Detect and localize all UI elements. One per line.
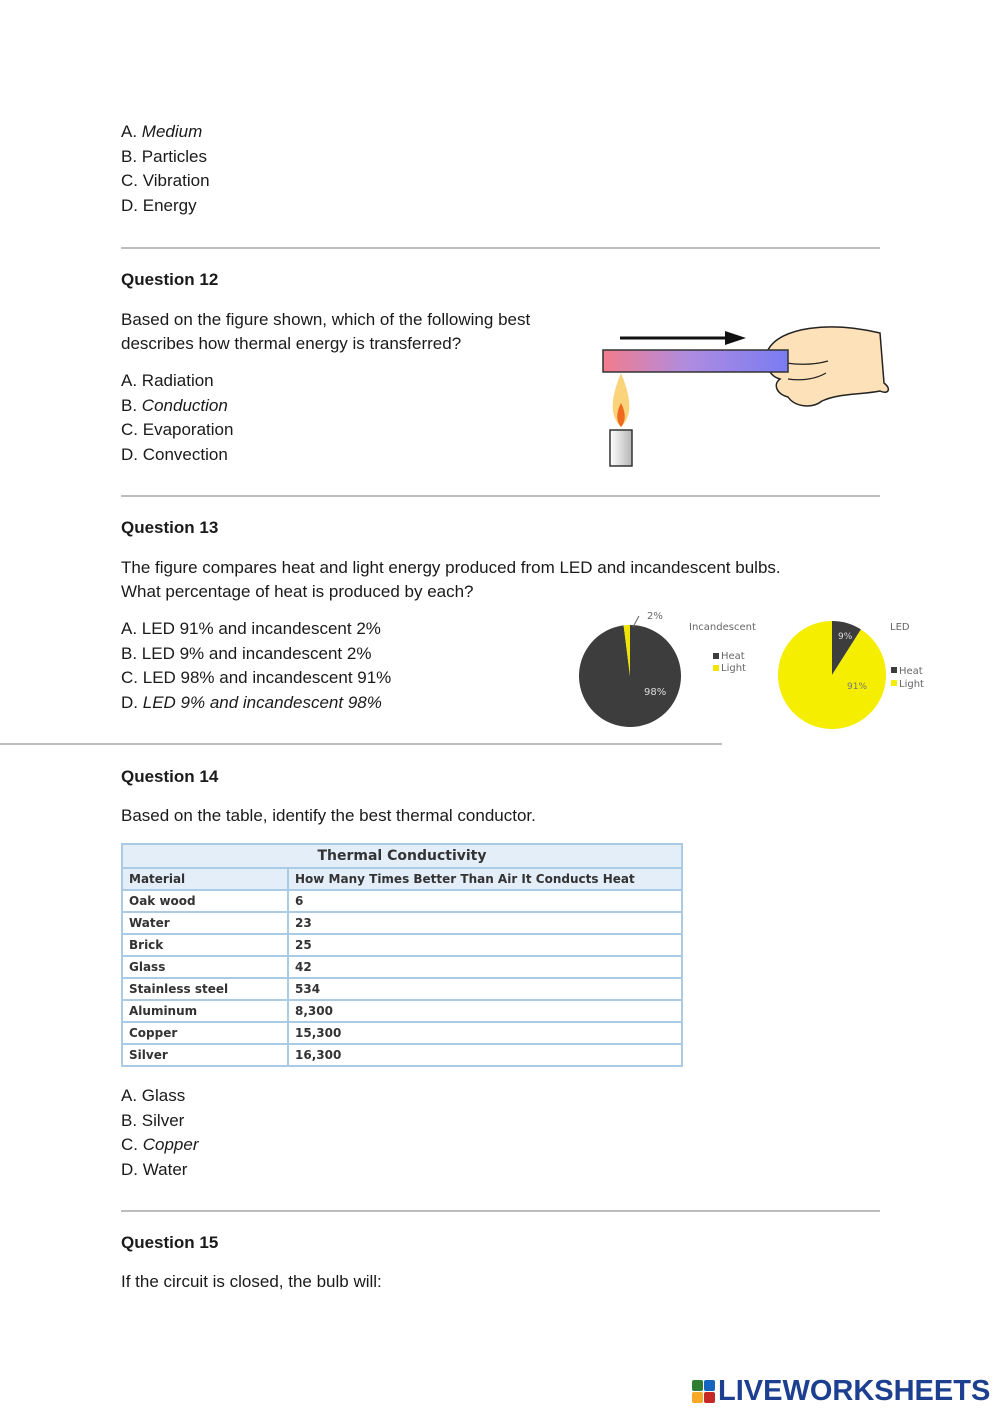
table-row — [122, 1000, 682, 1022]
material-cell: Aluminum — [122, 1000, 288, 1022]
divider — [121, 247, 880, 249]
material-cell: Copper — [122, 1022, 288, 1044]
q13-option-c[interactable]: C. LED 98% and incandescent 91% — [121, 668, 392, 687]
led-light-slice — [778, 621, 886, 729]
conductivity-cell: 534 — [288, 978, 682, 1000]
q13-prompt: The figure compares heat and light energy produced from LED and incandescent bulbs. What percentage of heat is produced by each? — [121, 558, 781, 601]
thermal-conductivity-table — [121, 843, 683, 1067]
table-header-material: Material — [122, 868, 288, 890]
conductivity-cell: 15,300 — [288, 1022, 682, 1044]
q14-option-d[interactable]: D. Water — [121, 1159, 188, 1179]
incandescent-light-label: 2% — [647, 611, 663, 622]
table-caption: Thermal Conductivity — [122, 844, 682, 868]
led-legend-light-swatch — [891, 680, 897, 686]
thermal-conductivity-table-wrap — [121, 843, 683, 1067]
candle-icon — [610, 430, 632, 466]
led-legend-light: Light — [899, 679, 924, 690]
material-cell: Silver — [122, 1044, 288, 1066]
q12-option-a[interactable]: A. Radiation — [121, 371, 214, 390]
divider — [0, 743, 722, 745]
q13-options — [121, 617, 391, 715]
q11-option-c[interactable]: C. Vibration — [121, 171, 210, 190]
material-cell: Water — [122, 912, 288, 934]
incandescent-legend-heat: Heat — [721, 651, 745, 662]
q11-options — [121, 120, 210, 218]
q12-option-b[interactable]: B. Conduction — [121, 395, 228, 415]
q11-option-d[interactable]: D. Energy — [121, 195, 197, 215]
incandescent-title: Incandescent — [689, 622, 756, 633]
q14-option-b[interactable]: B. Silver — [121, 1110, 185, 1130]
led-legend-heat: Heat — [899, 666, 923, 677]
q12-option-c[interactable]: C. Evaporation — [121, 420, 234, 439]
material-cell: Brick — [122, 934, 288, 956]
q14-option-a[interactable]: A. Glass — [121, 1086, 186, 1105]
led-title: LED — [890, 622, 910, 633]
q14-option-c[interactable]: C. Copper — [121, 1135, 199, 1154]
q13-title: Question 13 — [121, 518, 219, 537]
conductivity-cell: 42 — [288, 956, 682, 978]
table-row — [122, 890, 682, 912]
conductivity-cell: 23 — [288, 912, 682, 934]
conduction-figure — [590, 315, 900, 475]
divider — [121, 495, 880, 497]
material-cell: Oak wood — [122, 890, 288, 912]
liveworksheets-logo — [692, 1375, 990, 1408]
table-header-conductivity: How Many Times Better Than Air It Conducts Heat — [288, 868, 682, 890]
material-cell: Stainless steel — [122, 978, 288, 1000]
q14-options — [121, 1084, 199, 1182]
conductivity-cell: 25 — [288, 934, 682, 956]
q13-option-a[interactable]: A. LED 91% and incandescent 2% — [121, 619, 381, 638]
divider — [121, 1210, 880, 1212]
q11-option-a[interactable]: A. Medium — [121, 122, 203, 141]
table-row — [122, 934, 682, 956]
q15-prompt: If the circuit is closed, the bulb will: — [121, 1272, 382, 1291]
incandescent-legend-heat-swatch — [713, 653, 719, 659]
led-heat-label: 9% — [838, 632, 853, 642]
table-row — [122, 1044, 682, 1066]
q11-option-b[interactable]: B. Particles — [121, 146, 207, 166]
metal-rod — [603, 350, 788, 372]
incandescent-legend-light-swatch — [713, 665, 719, 671]
conductivity-cell: 16,300 — [288, 1044, 682, 1066]
q13-option-b[interactable]: B. LED 9% and incandescent 2% — [121, 643, 372, 663]
led-legend-heat-swatch — [891, 667, 897, 673]
flame-icon — [613, 373, 630, 427]
q12-title: Question 12 — [121, 270, 219, 289]
liveworksheets-icon — [692, 1379, 716, 1405]
table-row — [122, 912, 682, 934]
q12-option-d[interactable]: D. Convection — [121, 444, 228, 464]
incandescent-legend-light: Light — [721, 663, 746, 674]
q14-title: Question 14 — [121, 767, 219, 786]
table-row — [122, 1022, 682, 1044]
q12-prompt: Based on the figure shown, which of the following best describes how thermal energy is transferred? — [121, 310, 531, 353]
material-cell: Glass — [122, 956, 288, 978]
heat-light-pie-charts — [570, 600, 940, 740]
q12-options — [121, 369, 233, 467]
q13-option-d[interactable]: D. LED 9% and incandescent 98% — [121, 692, 382, 712]
q15-title: Question 15 — [121, 1233, 219, 1252]
arrow-icon — [620, 331, 746, 345]
incandescent-light-leader — [633, 616, 639, 627]
table-row — [122, 956, 682, 978]
conductivity-cell: 6 — [288, 890, 682, 912]
led-light-label: 91% — [847, 682, 868, 692]
q14-prompt: Based on the table, identify the best thermal conductor. — [121, 806, 536, 825]
incandescent-heat-label: 98% — [644, 687, 667, 698]
table-row — [122, 978, 682, 1000]
conductivity-cell: 8,300 — [288, 1000, 682, 1022]
brand-name: LIVEWORKSHEETS — [718, 1375, 991, 1407]
